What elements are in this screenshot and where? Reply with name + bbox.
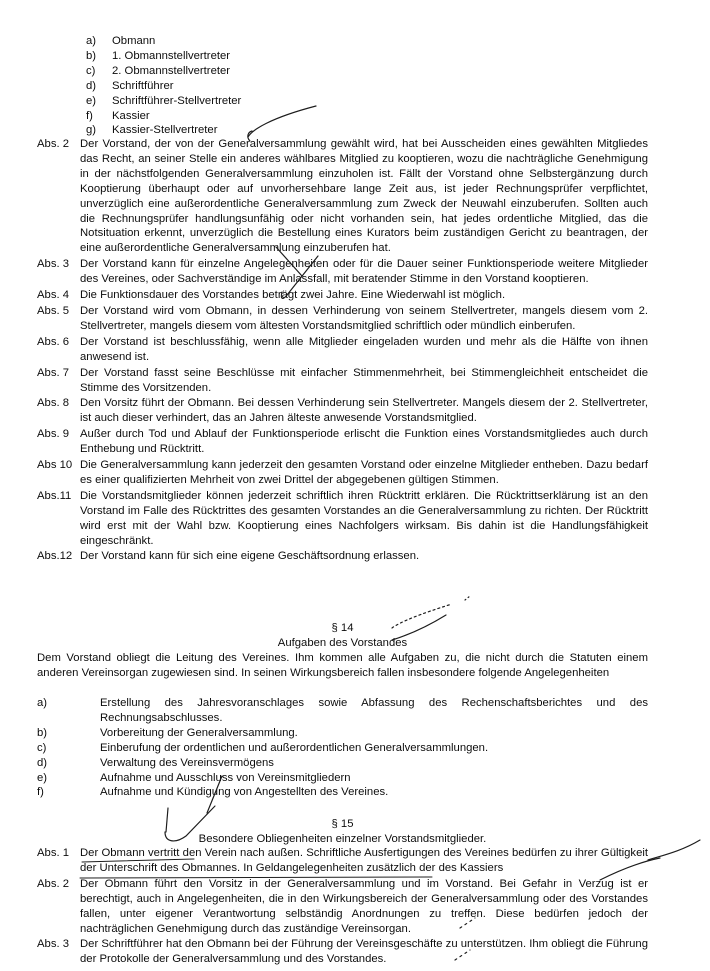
paragraph: Abs. 2 Der Obmann führt den Vorsitz in der Generalversammlung und im Vorstand. Bei Gefahr in Verzug ist er berechtigt, auch in Angelegenheiten, die in den Wirkungsbereich der Generalversammlung oder des Vorstandes fallen, unter eigener Verantwortung selbständig Anordnungen zu treffen. Diese bedürfen jedoch der nachträglichen Genehmigung durch das zuständige Vereinsorgan. <box>37 877 648 935</box>
paragraph: Abs 10 Die Generalversammlung kann jederzeit den gesamten Vorstand oder einzelne Mitglieder entheben. Dazu bedarf es einer qualifizierten Mehrheit von zwei Drittel der abgegebenen gültigen Stimmen. <box>37 459 648 486</box>
paragraph: Abs. 7 Der Vorstand fasst seine Beschlüsse mit einfacher Stimmenmehrheit, bei Stimmengleichheit entscheidet die Stimme des Vorsitzenden. <box>37 366 648 394</box>
paragraph-label: Abs. 4 <box>37 289 70 302</box>
paragraph-label: Abs. 2 <box>37 877 70 890</box>
paragraph-label: Abs. 9 <box>37 428 70 441</box>
list-item: f) Kassier <box>37 109 648 124</box>
list-label: a) <box>37 697 48 709</box>
paragraph: Abs. 4 Die Funktionsdauer des Vorstandes beträgt zwei Jahre. Eine Wiederwahl ist möglich. <box>37 289 506 302</box>
paragraph: Abs. 2 Der Vorstand, der von der Generalversammlung gewählt wird, hat bei Ausscheiden eines gewählten Mitgliedes das Recht, an seiner Stelle ein anderes wählbares Mitglied zu kooptieren, wozu die nachträgliche Genehmigung in der nächstfolgenden Generalversammlung einzuholen ist. Fällt der Vorstand ohne Selbstergänzung durch Kooptierung überhaupt oder auf unvorhersehbare lange Zeit aus, ist jeder Rechnungsprüfer verpflichtet, unverzüglich eine außerordentliche Generalversammlung zum Zweck der Neuwahl einzuberufen. Sollten auch die Rechnungsprüfer handlungsunfähig oder nicht vorhanden sein, hat jedes ordentliche Mitglied, das die Notsituation erkennt, unverzüglich die Bestellung eines Kurators beim zuständigen Gericht zu beantragen, der eine außerordentliche Generalversammlung einzuberufen hat. <box>37 138 648 255</box>
paragraph: Abs. 5 Der Vorstand wird vom Obmann, in dessen Verhinderung von seinem Stellvertreter, mangels diesem vom 2. Stellvertreter, mangels diesem vom ältesten Vorstandsmitglied schriftlich oder mündlich einberufen. <box>37 304 648 332</box>
paragraph: Abs.11 Die Vorstandsmitglieder können jederzeit schriftlich ihren Rücktritt erklären. Die Rücktrittserklärung ist an den Vorstand im Falle des Rücktrittes des gesamten Vorstandes an die Generalversammlung zu richten. Der Rücktritt wird erst mit der Wahl bzw. Kooptierung eines Nachfolgers wirksam. Bis dahin ist die Handlungsfähigkeit eingeschränkt. <box>37 489 648 547</box>
list-label: e) <box>37 771 48 784</box>
list-item: d) Schriftführer <box>37 79 648 94</box>
list-item: e) Aufnahme und Ausschluss von Vereinsmitgliedern <box>37 771 351 784</box>
list-item: c) Einberufung der ordentlichen und außerordentlichen Generalversammlungen. <box>37 741 489 754</box>
paragraph-label: Abs.12 <box>37 550 73 563</box>
paragraph-label: Abs. 2 <box>37 138 70 150</box>
list-item: b) Vorbereitung der Generalversammlung. <box>37 726 298 739</box>
paragraph: Abs. 3 Der Vorstand kann für einzelne Angelegenheiten oder für die Dauer seiner Funktionsperiode weitere Mitglieder des Vereines, oder Sachverständige im Anlassfall, mit beratender Stimme in den Vorstand kooptieren. <box>37 258 648 286</box>
list-label: e) <box>86 94 97 107</box>
list-label: f) <box>37 786 44 799</box>
section-number: § 15 <box>331 818 354 830</box>
section-title: Besondere Obliegenheiten einzelner Vorstandsmitglieder. <box>198 832 487 845</box>
paragraph: Abs. 1 Der Obmann vertritt den Verein nach außen. Schriftliche Ausfertigungen des Vereines bedürfen zu ihrer Gültigkeit der Unterschrift des Obmannes. In Geldangelegenheiten zusätzlich der des Kassiers <box>37 847 648 874</box>
list-label: a) <box>86 35 97 47</box>
list-item: e) Schriftführer-Stellvertreter <box>37 94 648 109</box>
list-item: c) 2. Obmannstellvertreter <box>37 64 648 79</box>
paragraph-label: Abs. 5 <box>37 304 70 317</box>
section-15 <box>37 817 648 847</box>
paragraph: Abs.12 Der Vorstand kann für sich eine eigene Geschäftsordnung erlassen. <box>37 550 420 563</box>
list-item: f) Aufnahme und Kündigung von Angestellten des Vereines. <box>37 786 389 799</box>
list-label: c) <box>37 741 47 754</box>
section-14-tasks-list <box>37 696 648 800</box>
section-14 <box>37 621 648 651</box>
section-number: § 14 <box>331 622 354 634</box>
list-label: b) <box>37 726 48 739</box>
paragraph-label: Abs. 7 <box>37 366 70 379</box>
list-item: a) Obmann <box>37 34 648 49</box>
list-label: g) <box>86 124 97 137</box>
paragraph-label: Abs. 6 <box>37 335 70 348</box>
list-label: d) <box>37 756 48 769</box>
paragraph-label: Abs. 3 <box>37 938 70 951</box>
paragraph: Abs. 9 Außer durch Tod und Ablauf der Funktionsperiode erlischt die Funktion eines Vorstandsmitgliedes auch durch Enthebung und Rücktritt. <box>37 428 648 456</box>
list-label: b) <box>86 49 97 62</box>
paragraph: Abs. 3 Der Schriftführer hat den Obmann bei der Führung der Vereinsgeschäfte zu unterstützen. Ihm obliegt die Führung der Protokolle der Generalversammlung und des Vorstandes. <box>37 938 648 966</box>
list-item: a) Erstellung des Jahresvoranschlages sowie Abfassung des Rechenschaftsberichtes und des Rechnungsabschlusses. <box>37 697 648 724</box>
section-title: Aufgaben des Vorstandes <box>277 636 408 649</box>
list-label: d) <box>86 79 97 92</box>
list-item: d) Verwaltung des Vereinsvermögens <box>37 756 274 769</box>
list-item: b) 1. Obmannstellvertreter <box>37 49 648 64</box>
section-14-intro: Dem Vorstand obliegt die Leitung des Vereines. Ihm kommen alle Aufgaben zu, die nicht durch die Statuten einem anderen Vereinsorgan zugewiesen sind. In seinen Wirkungsbereich fallen insbesondere folgende Angelegenheiten <box>37 652 648 679</box>
list-label: c) <box>86 64 96 77</box>
section-15-paragraphs <box>37 846 648 967</box>
section13-paragraphs <box>37 137 648 564</box>
paragraph-label: Abs. 8 <box>37 397 70 410</box>
paragraph-label: Abs. 3 <box>37 258 70 271</box>
paragraph: Abs. 6 Der Vorstand ist beschlussfähig, wenn alle Mitglieder eingeladen wurden und mehr als die Hälfte von ihnen anwesend ist. <box>37 335 648 363</box>
paragraph-label: Abs. 1 <box>37 847 70 859</box>
board-members-list <box>37 34 648 138</box>
paragraph-label: Abs 10 <box>37 459 73 472</box>
paragraph: Abs. 8 Den Vorsitz führt der Obmann. Bei dessen Verhinderung sein Stellvertreter. Mangels diesem der 2. Stellvertreter, ist auch dieser verhindert, das an Jahren älteste anwesende Vorstandsmitglied. <box>37 397 648 425</box>
list-item: g) Kassier-Stellvertreter <box>37 123 648 138</box>
list-label: f) <box>86 109 93 122</box>
paragraph-label: Abs.11 <box>37 489 72 502</box>
